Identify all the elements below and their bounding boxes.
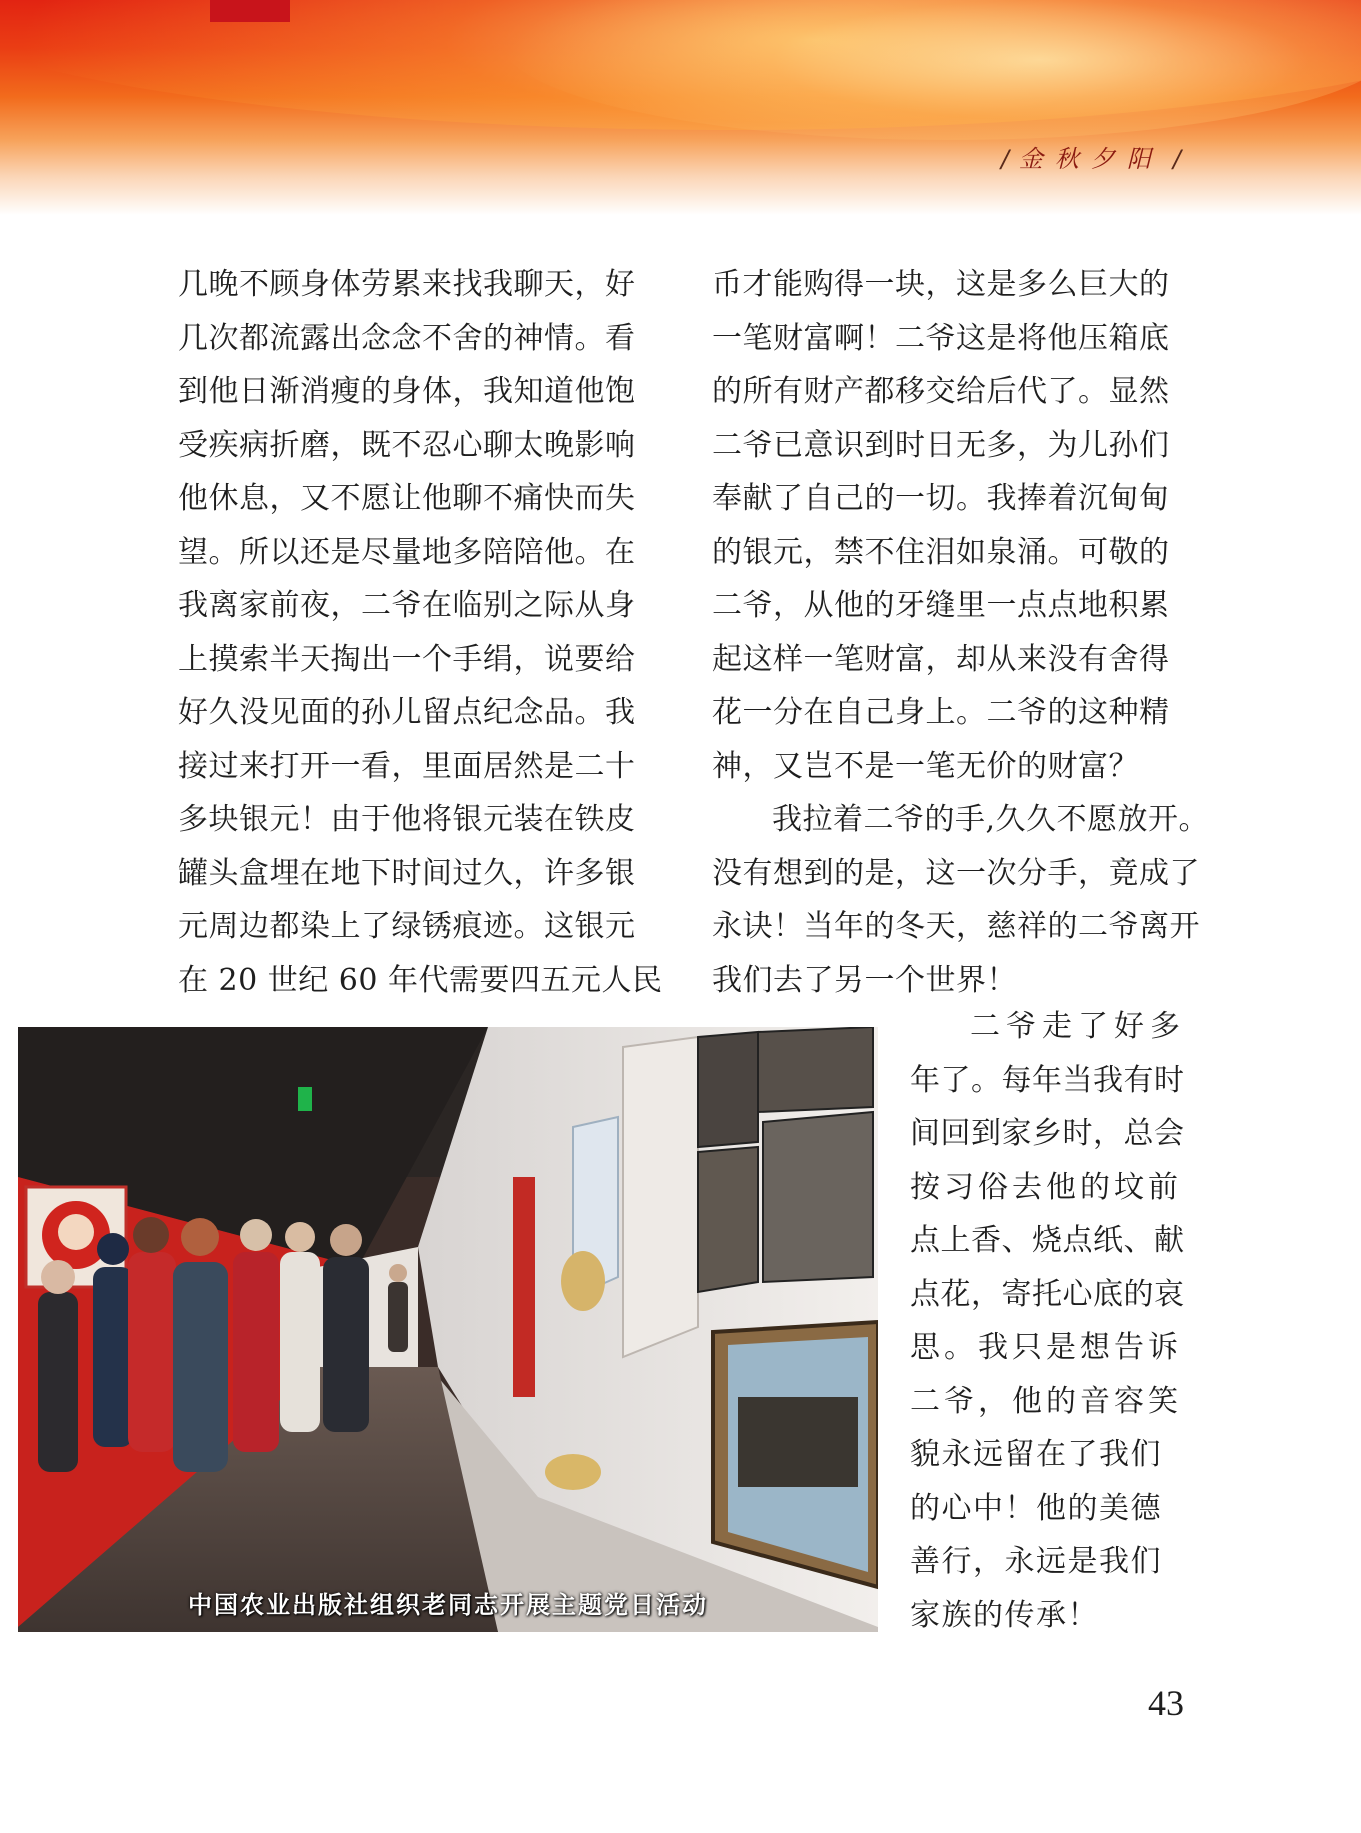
wall-photo — [763, 1112, 873, 1282]
right-line: 二爷，从他的牙缝里一点点地积累 — [712, 588, 1170, 623]
narrow-text-column — [910, 1000, 1185, 1642]
section-label — [991, 139, 1191, 174]
narrow-line: 点花，寄托心底的哀 — [910, 1276, 1185, 1312]
narrow-line: 间回到家乡时，总会 — [910, 1116, 1185, 1151]
right-line: 永诀！当年的冬天，慈祥的二爷离开 — [712, 909, 1200, 944]
left-line: 多块银元！由于他将银元装在铁皮 — [178, 802, 636, 837]
right-line: 我拉着二爷的手,久久不愿放开。 — [772, 802, 1210, 837]
narrow-line: 点上香、烧点纸、献 — [910, 1223, 1185, 1258]
page-number: 43 — [1148, 1683, 1184, 1723]
right-line: 奉献了自己的一切。我捧着沉甸甸 — [712, 481, 1170, 516]
left-line: 几次都流露出念念不舍的神情。看 — [178, 320, 636, 356]
photo-illustration — [18, 1027, 878, 1632]
wall-photo — [698, 1032, 758, 1147]
right-line: 的银元，禁不住泪如泉涌。可敬的 — [712, 534, 1170, 570]
right-line: 神，又岂不是一笔无价的财富？ — [712, 748, 1139, 784]
left-line: 接过来打开一看，里面居然是二十 — [178, 748, 636, 784]
left-line: 他休息，又不愿让他聊不痛快而失 — [178, 481, 636, 516]
exit-sign — [298, 1087, 312, 1111]
right-line: 一笔财富啊！二爷这是将他压箱底 — [712, 320, 1170, 356]
narrow-line: 思。我只是想告诉 — [910, 1330, 1182, 1365]
wall-photo — [758, 1027, 873, 1112]
narrow-line: 按习俗去他的坟前 — [910, 1169, 1182, 1205]
section-title: 金秋夕阳 — [1018, 145, 1163, 173]
right-line: 币才能购得一块，这是多么巨大的 — [712, 267, 1170, 302]
left-line: 元周边都染上了绿锈痕迹。这银元 — [178, 909, 636, 944]
left-line: 罐头盒埋在地下时间过久，许多银 — [178, 855, 636, 891]
left-line: 望。所以还是尽量地多陪陪他。在 — [178, 534, 636, 570]
exhibition-photo — [18, 1027, 878, 1632]
straw-hat — [561, 1251, 605, 1311]
red-banner — [513, 1177, 535, 1397]
right-line: 起这样一笔财富，却从来没有舍得 — [712, 641, 1170, 677]
banner-corner-mark — [210, 0, 290, 22]
left-line: 在 20 世纪 60 年代需要四五元人民 — [178, 962, 663, 998]
left-line: 几晚不顾身体劳累来找我聊天，好 — [178, 267, 636, 302]
satchel — [545, 1454, 601, 1490]
right-text-column — [712, 258, 1210, 1007]
section-slash-right: / — [1172, 145, 1181, 173]
wall-photo — [698, 1147, 758, 1292]
narrow-line: 二爷，他的音容笑 — [910, 1383, 1182, 1419]
narrow-line: 善行，永远是我们 — [910, 1544, 1162, 1579]
right-line: 我们去了另一个世界！ — [712, 962, 1017, 998]
narrow-line: 家族的传承！ — [910, 1597, 1099, 1633]
narrow-line: 的心中！他的美德 — [910, 1490, 1162, 1526]
section-slash-left: / — [1000, 145, 1009, 173]
left-line: 到他日渐消瘦的身体，我知道他饱 — [178, 374, 636, 409]
narrow-line: 二爷走了好多 — [970, 1009, 1186, 1044]
left-line: 受疾病折磨，既不忍心聊太晚影响 — [178, 427, 636, 463]
right-line: 的所有财产都移交给后代了。显然 — [712, 374, 1170, 409]
left-line: 上摸索半天掏出一个手绢，说要给 — [178, 641, 636, 677]
right-line: 二爷已意识到时日无多，为儿孙们 — [712, 427, 1170, 463]
narrow-line: 年了。每年当我有时 — [910, 1062, 1185, 1098]
left-text-column — [178, 258, 663, 1007]
header-banner — [0, 0, 1361, 215]
left-line: 好久没见面的孙儿留点纪念品。我 — [178, 695, 636, 730]
right-line: 没有想到的是，这一次分手，竟成了 — [712, 855, 1200, 891]
photo-caption: 中国农业出版社组织老同志开展主题党日活动 — [188, 1591, 708, 1619]
text-panel — [623, 1037, 698, 1357]
narrow-line: 貌永远留在了我们 — [910, 1437, 1162, 1472]
left-line: 我离家前夜，二爷在临别之际从身 — [178, 588, 636, 623]
right-line: 花一分在自己身上。二爷的这种精 — [712, 695, 1170, 730]
